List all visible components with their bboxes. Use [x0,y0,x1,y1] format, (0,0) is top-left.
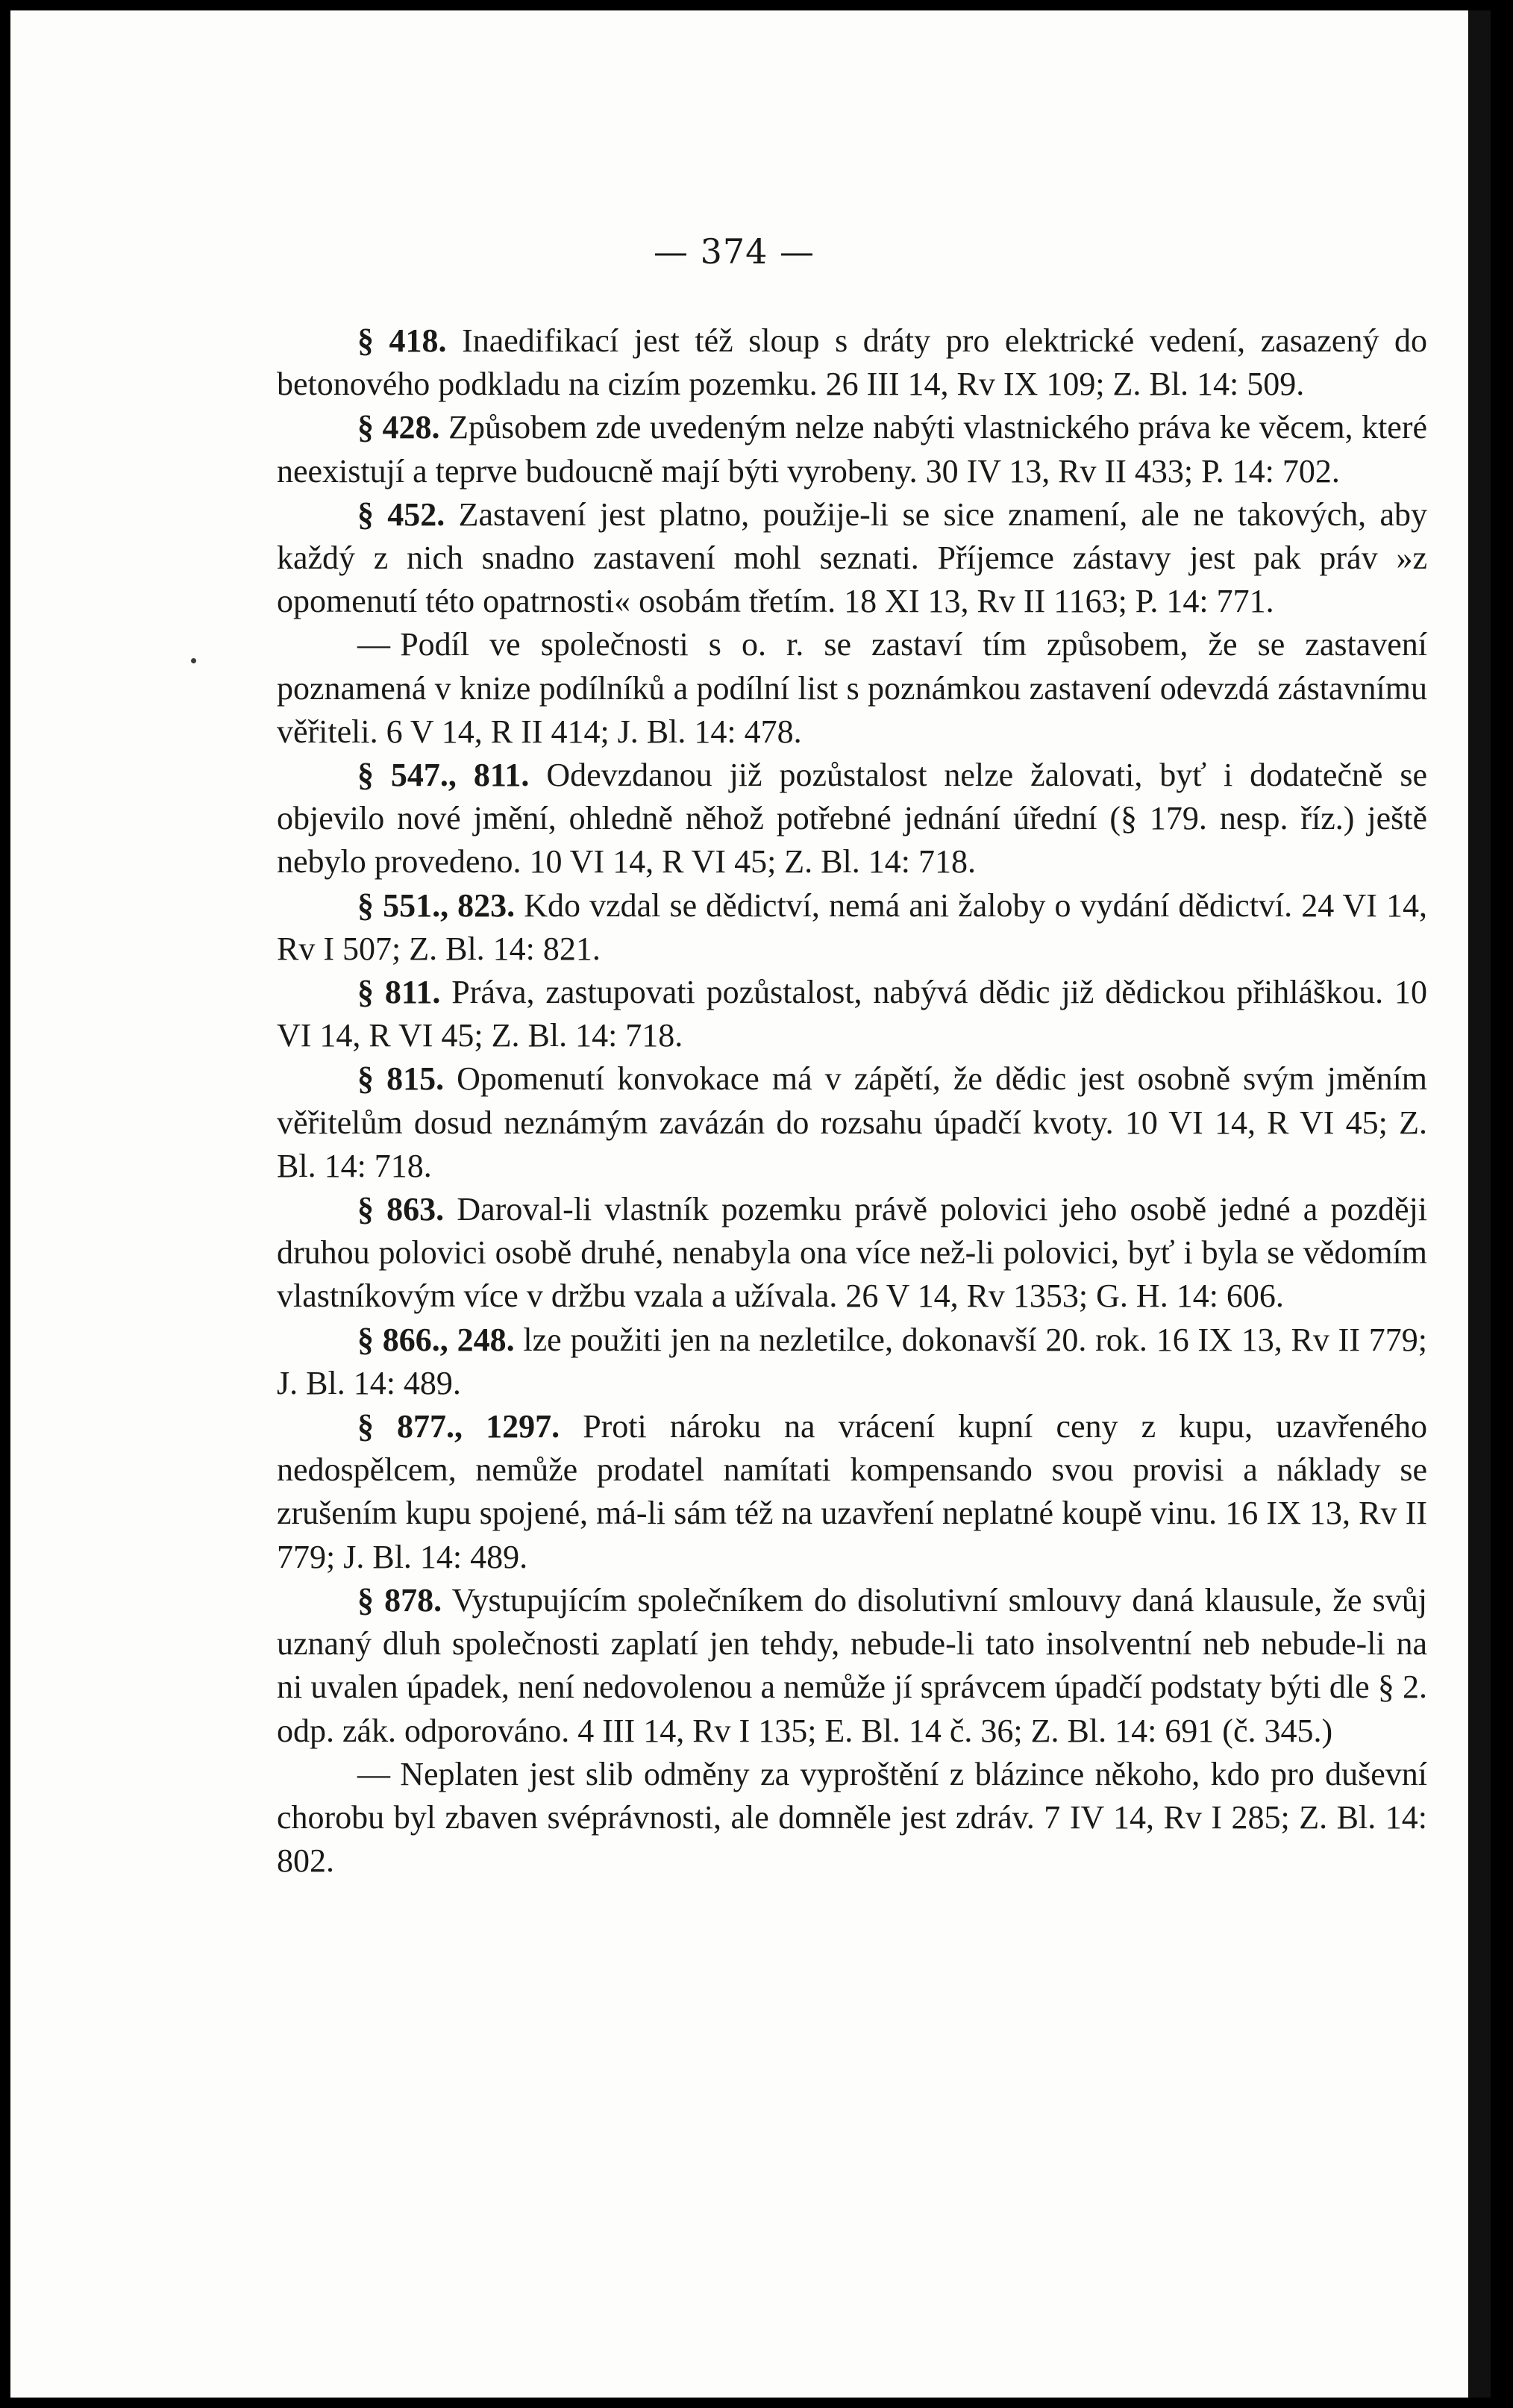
paragraph-text: Neplaten jest slib odměny za vyproštění z blázince někoho, kdo pro duševní chorobu byl zbaven svéprávnosti, ale domněle jest zdráv. 7 IV 14, Rv I 285; Z. Bl. 14: 802. [277,1755,1427,1880]
section-ref: § 547., 811. [357,757,530,794]
ink-speck [191,658,196,663]
section-ref: § 877., 1297. [357,1408,560,1445]
paragraph-815 [277,1057,1427,1188]
scan-edge-shadow [1468,10,1491,2398]
section-ref: § 418. [357,322,447,359]
paragraph-428 [277,406,1427,492]
paragraph-text: lze použiti jen na nezletilce, dokonavší 20. rok. 16 IX 13, Rv II 779; J. Bl. 14: 489. [277,1321,1428,1401]
paragraph-text: Práva, zastupovati pozůstalost, nabývá dědic již dědickou přihláškou. 10 VI 14, R VI 45; Z. Bl. 14: 718. [277,974,1428,1054]
paragraph-452-continuation [277,623,1427,754]
paragraph-text: Odevzdanou již pozůstalost nelze žalovati, byť i dodatečně se objevilo nové jmění, ohledně něhož potřebné jednání úřední (§ 179. nesp. říz.) ještě nebylo provedeno. 10 VI 14, R VI 45; Z. Bl. 14: 718. [277,757,1427,881]
paragraph-547-811 [277,754,1427,884]
paragraph-text: Kdo vzdal se dědictví, nemá ani žaloby o vydání dědictví. 24 VI 14, Rv I 507; Z. Bl. 14: 821. [277,886,1428,967]
section-ref: § 452. [357,495,445,533]
paragraph-811 [277,971,1427,1057]
paragraph-866-248 [277,1319,1427,1405]
paragraph-text: Zastavení jest platno, použije-li se sice znamení, ale ne takových, aby každý z nich snadno zastavení mohl seznati. Příjemce zástavy jest pak práv »z opomenutí této opatrnosti« osobám třetím. 18 XI 13, Rv II 1163; P. 14: 771. [277,495,1427,620]
section-ref: § 863. [357,1191,445,1228]
paragraph-878-continuation [277,1753,1427,1883]
paragraph-863 [277,1188,1427,1319]
paragraph-452 [277,493,1427,624]
section-ref: § 428. [357,409,440,446]
paragraph-551-823 [277,884,1427,971]
paragraph-418 [277,319,1427,406]
section-ref: § 551., 823. [357,886,516,924]
paragraph-text: Daroval-li vlastník pozemku právě polovici jeho osobě jedné a později druhou polovici osobě druhé, nenabyla ona více než-li polovici, byť i byla se vědomím vlastníkovým více v držbu vzala a užívala. 26 V 14, Rv 1353; G. H. 14: 606. [277,1191,1428,1315]
page-number: — 374 — [653,231,815,272]
dash-separator: — [357,626,390,663]
paragraph-text: Inaedifikací jest též sloup s dráty pro elektrické vedení, zasazený do betonového podkladu na cizím pozemku. 26 III 14, Rv IX 109; Z. Bl. 14: 509. [277,322,1428,403]
paragraph-text: Podíl ve společnosti s o. r. se zastaví tím způsobem, že se zastavení poznamená v knize podílníků a podílní list s poznámkou zastavení odevzdá zástavnímu věřiteli. 6 V 14, R II 414; J. Bl. 14: 478. [277,626,1427,750]
paragraph-877-1297 [277,1405,1427,1579]
paragraph-text: Vystupujícím společníkem do disolutivní smlouvy daná klausule, že svůj uznaný dluh společnosti zaplatí jen tehdy, nebude-li tato insolventní neb nebude-li na ni uvalen úpadek, není nedovolenou a nemůže jí správcem úpadčí podstaty býti dle § 2. odp. zák. odporováno. 4 III 14, Rv I 135; E. Bl. 14 č. 36; Z. Bl. 14: 691 (č. 345.) [277,1581,1427,1749]
section-ref: § 866., 248. [357,1321,515,1358]
section-ref: § 815. [357,1060,445,1098]
paragraph-878 [277,1579,1427,1753]
paragraph-text: Způsobem zde uvedeným nelze nabýti vlastnického práva ke věcem, které neexistují a teprve budoucně mají býti vyrobeny. 30 IV 13, Rv II 433; P. 14: 702. [277,409,1428,490]
dash-separator: — [357,1755,390,1792]
paragraph-text: Proti nároku na vrácení kupní ceny z kupu, uzavřeného nedospělcem, nemůže prodatel namítati kompensando svou provisi a náklady se zrušením kupu spojené, má-li sám též na uzavření neplatné koupě vinu. 16 IX 13, Rv II 779; J. Bl. 14: 489. [277,1408,1427,1575]
scanned-page [10,10,1491,2398]
paragraph-text: Opomenutí konvokace má v zápětí, že dědic jest osobně svým jměním věřitelům dosud neznámým zavázán do rozsahu úpadčí kvoty. 10 VI 14, R VI 45; Z. Bl. 14: 718. [277,1060,1428,1184]
section-ref: § 811. [357,974,441,1011]
text-body [277,319,1427,1883]
section-ref: § 878. [357,1581,442,1619]
